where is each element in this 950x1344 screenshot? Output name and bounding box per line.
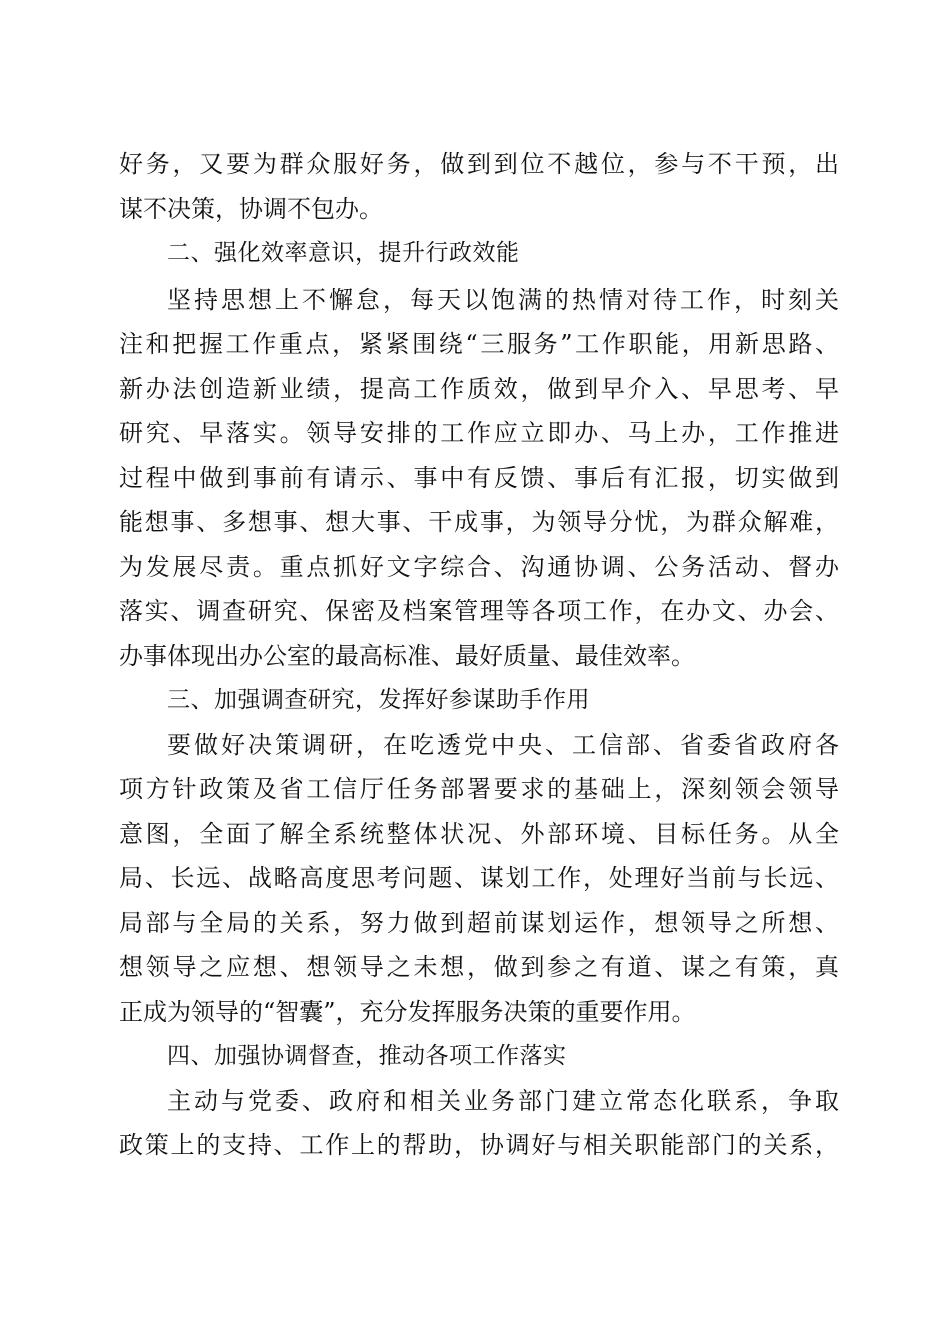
section-heading-4: 四、加强协调督查，推动各项工作落实 [167,1043,567,1069]
paragraph-line: 政策上的支持、工作上的帮助，协调好与相关职能部门的关系， [119,1131,839,1159]
section-heading-2: 二、强化效率意识，提升行政效能 [167,240,520,266]
paragraph-line: 能想事、多想事、想大事、干成事，为领导分忧，为群众解难， [119,508,839,536]
paragraph-line: 要做好决策调研，在吃透党中央、工信部、省委省政府各 [167,731,839,759]
paragraph-line: 为发展尽责。重点抓好文字综合、沟通协调、公务活动、督办 [119,553,839,581]
paragraph-line: 注和把握工作重点，紧紧围绕“三服务”工作职能，用新思路、 [119,330,839,358]
paragraph-line: 坚持思想上不懈怠，每天以饱满的热情对待工作，时刻关 [167,286,839,314]
paragraph-line: 过程中做到事前有请示、事中有反馈、事后有汇报，切实做到 [119,464,839,492]
paragraph-line: 局、长远、战略高度思考问题、谋划工作，处理好当前与长远、 [119,864,839,892]
paragraph-line: 落实、调查研究、保密及档案管理等各项工作，在办文、办会、 [119,597,839,625]
paragraph-line: 想领导之应想、想领导之未想，做到参之有道、谋之有策，真 [119,953,839,981]
paragraph-line: 办事体现出办公室的最高标准、最好质量、最佳效率。 [119,642,695,670]
paragraph-line: 研究、早落实。领导安排的工作应立即办、马上办，工作推进 [119,419,839,447]
paragraph-line: 好务，又要为群众服好务，做到到位不越位，参与不干预，出 [119,150,839,178]
paragraph-line: 新办法创造新业绩，提高工作质效，做到早介入、早思考、早 [119,375,839,403]
paragraph-line: 主动与党委、政府和相关业务部门建立常态化联系，争取 [167,1087,839,1115]
paragraph-line: 正成为领导的“智囊”，充分发挥服务决策的重要作用。 [119,998,696,1026]
section-heading-3: 三、加强调查研究，发挥好参谋助手作用 [167,687,590,713]
paragraph-line: 谋不决策，协调不包办。 [119,195,383,223]
paragraph-line: 局部与全局的关系，努力做到超前谋划运作，想领导之所想、 [119,909,839,937]
paragraph-line: 项方针政策及省工信厅任务部署要求的基础上，深刻领会领导 [119,775,839,803]
paragraph-line: 意图，全面了解全系统整体状况、外部环境、目标任务。从全 [119,820,839,848]
